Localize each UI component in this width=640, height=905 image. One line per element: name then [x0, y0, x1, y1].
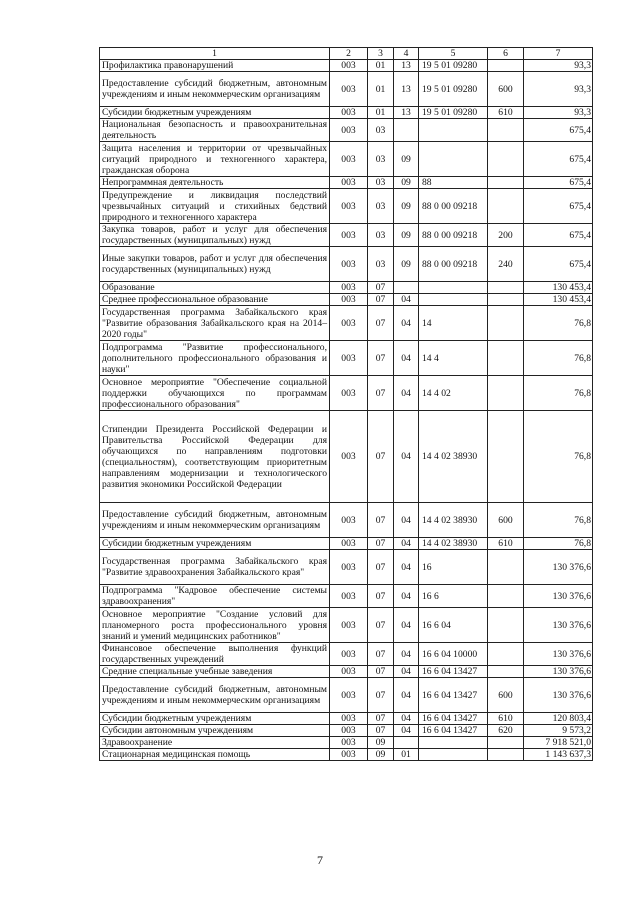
section-code-cell: 07	[368, 376, 394, 411]
subsection-code-cell: 09	[394, 177, 419, 189]
subsection-code-cell: 04	[394, 538, 419, 550]
table-row	[100, 177, 593, 189]
table-row	[100, 725, 593, 737]
table-row	[100, 60, 593, 72]
row-name-cell: Подпрограмма "Кадровое обеспечение системы здравоохранения"	[100, 585, 330, 608]
expense-type-code-cell: 610	[488, 713, 524, 725]
amount-cell: 675,4	[524, 142, 593, 177]
section-code-cell: 07	[368, 643, 394, 666]
expense-type-code-cell	[488, 60, 524, 72]
ministry-code-cell: 003	[330, 725, 368, 737]
amount-cell: 130 376,6	[524, 608, 593, 643]
amount-cell: 93,3	[524, 72, 593, 107]
subsection-code-cell: 04	[394, 341, 419, 376]
subsection-code-cell: 04	[394, 643, 419, 666]
expense-type-code-cell: 240	[488, 247, 524, 282]
table-row	[100, 224, 593, 247]
section-code-cell: 09	[368, 749, 394, 761]
subsection-code-cell: 04	[394, 666, 419, 678]
subsection-code-cell: 09	[394, 189, 419, 224]
header-cell: 1	[100, 48, 330, 60]
amount-cell: 675,4	[524, 119, 593, 142]
target-item-code-cell: 16 6 04 13427	[419, 666, 488, 678]
subsection-code-cell	[394, 119, 419, 142]
target-item-code-cell	[419, 282, 488, 294]
row-name-cell: Предоставление субсидий бюджетным, автономным учреждениям и иным некоммерческим организациям	[100, 72, 330, 107]
table-row	[100, 189, 593, 224]
target-item-code-cell: 88 0 00 09218	[419, 189, 488, 224]
target-item-code-cell	[419, 737, 488, 749]
section-code-cell: 01	[368, 107, 394, 119]
table-row	[100, 737, 593, 749]
target-item-code-cell: 14 4 02 38930	[419, 503, 488, 538]
table-row	[100, 107, 593, 119]
target-item-code-cell: 14 4 02	[419, 376, 488, 411]
section-code-cell: 03	[368, 119, 394, 142]
row-name-cell: Государственная программа Забайкальского края "Развитие здравоохранения Забайкальского края"	[100, 550, 330, 585]
target-item-code-cell: 16 6 04	[419, 608, 488, 643]
row-name-cell: Субсидии автономным учреждениям	[100, 725, 330, 737]
ministry-code-cell: 003	[330, 177, 368, 189]
table-row	[100, 503, 593, 538]
ministry-code-cell: 003	[330, 643, 368, 666]
table-row	[100, 341, 593, 376]
row-name-cell: Стационарная медицинская помощь	[100, 749, 330, 761]
amount-cell: 76,8	[524, 503, 593, 538]
expense-type-code-cell	[488, 282, 524, 294]
target-item-code-cell: 16 6 04 10000	[419, 643, 488, 666]
table-row	[100, 411, 593, 503]
amount-cell: 675,4	[524, 247, 593, 282]
expense-type-code-cell	[488, 643, 524, 666]
amount-cell: 76,8	[524, 376, 593, 411]
subsection-code-cell: 04	[394, 306, 419, 341]
header-cell: 2	[330, 48, 368, 60]
table-row	[100, 142, 593, 177]
section-code-cell: 07	[368, 282, 394, 294]
subsection-code-cell: 04	[394, 585, 419, 608]
row-name-cell: Основное мероприятие "Создание условий для планомерного роста профессионального уровня знаний и умений медицинских работников"	[100, 608, 330, 643]
ministry-code-cell: 003	[330, 189, 368, 224]
row-name-cell: Субсидии бюджетным учреждениям	[100, 538, 330, 550]
amount-cell: 130 376,6	[524, 643, 593, 666]
target-item-code-cell: 16 6 04 13427	[419, 725, 488, 737]
section-code-cell: 07	[368, 550, 394, 585]
target-item-code-cell: 88 0 00 09218	[419, 247, 488, 282]
amount-cell: 130 376,6	[524, 550, 593, 585]
table-row	[100, 713, 593, 725]
amount-cell: 675,4	[524, 177, 593, 189]
row-name-cell: Предоставление субсидий бюджетным, автономным учреждениям и иным некоммерческим организациям	[100, 503, 330, 538]
table-row	[100, 550, 593, 585]
row-name-cell: Финансовое обеспечение выполнения функций государственных учреждений	[100, 643, 330, 666]
target-item-code-cell: 19 5 01 09280	[419, 72, 488, 107]
expense-type-code-cell	[488, 737, 524, 749]
section-code-cell: 07	[368, 713, 394, 725]
row-name-cell: Среднее профессиональное образование	[100, 294, 330, 306]
ministry-code-cell: 003	[330, 737, 368, 749]
target-item-code-cell: 16	[419, 550, 488, 585]
table-row	[100, 282, 593, 294]
expense-type-code-cell	[488, 189, 524, 224]
section-code-cell: 03	[368, 224, 394, 247]
expense-type-code-cell: 620	[488, 725, 524, 737]
ministry-code-cell: 003	[330, 678, 368, 713]
row-name-cell: Профилактика правонарушений	[100, 60, 330, 72]
row-name-cell: Средние специальные учебные заведения	[100, 666, 330, 678]
expense-type-code-cell	[488, 550, 524, 585]
amount-cell: 76,8	[524, 341, 593, 376]
row-name-cell: Государственная программа Забайкальского края "Развитие образования Забайкальского края на 2014–2020 годы"	[100, 306, 330, 341]
table-row	[100, 247, 593, 282]
expense-type-code-cell: 600	[488, 72, 524, 107]
expense-type-code-cell	[488, 294, 524, 306]
ministry-code-cell: 003	[330, 538, 368, 550]
ministry-code-cell: 003	[330, 713, 368, 725]
subsection-code-cell: 09	[394, 224, 419, 247]
row-name-cell: Предоставление субсидий бюджетным, автономным учреждениям и иным некоммерческим организациям	[100, 678, 330, 713]
table-row	[100, 306, 593, 341]
row-name-cell: Непрограммная деятельность	[100, 177, 330, 189]
section-code-cell: 03	[368, 189, 394, 224]
table-row	[100, 666, 593, 678]
table-row	[100, 119, 593, 142]
table-row	[100, 376, 593, 411]
amount-cell: 130 453,4	[524, 294, 593, 306]
ministry-code-cell: 003	[330, 72, 368, 107]
ministry-code-cell: 003	[330, 585, 368, 608]
subsection-code-cell: 04	[394, 411, 419, 503]
expense-type-code-cell	[488, 608, 524, 643]
subsection-code-cell: 04	[394, 678, 419, 713]
row-name-cell: Подпрограмма "Развитие профессионального, дополнительного профессионального образования и науки"	[100, 341, 330, 376]
amount-cell: 130 376,6	[524, 678, 593, 713]
expense-type-code-cell	[488, 306, 524, 341]
expense-type-code-cell: 600	[488, 503, 524, 538]
target-item-code-cell: 19 5 01 09280	[419, 107, 488, 119]
expense-type-code-cell	[488, 666, 524, 678]
expense-type-code-cell	[488, 411, 524, 503]
section-code-cell: 07	[368, 341, 394, 376]
subsection-code-cell: 13	[394, 60, 419, 72]
target-item-code-cell: 16 6 04 13427	[419, 713, 488, 725]
target-item-code-cell: 19 5 01 09280	[419, 60, 488, 72]
expense-type-code-cell	[488, 585, 524, 608]
subsection-code-cell: 04	[394, 376, 419, 411]
row-name-cell: Стипендии Президента Российской Федерации и Правительства Российской Федерации для обучающихся по направлениям подготовки (специальностям), соответствующим приоритетным направлениям модернизации и технологического развития экономики Российской Федерации	[100, 411, 330, 503]
row-name-cell: Образование	[100, 282, 330, 294]
table-header-row	[100, 48, 593, 60]
table-row	[100, 608, 593, 643]
target-item-code-cell: 88	[419, 177, 488, 189]
expense-type-code-cell	[488, 376, 524, 411]
row-name-cell: Здравоохранение	[100, 737, 330, 749]
target-item-code-cell: 14	[419, 306, 488, 341]
subsection-code-cell	[394, 737, 419, 749]
section-code-cell: 07	[368, 608, 394, 643]
target-item-code-cell: 14 4 02 38930	[419, 411, 488, 503]
amount-cell: 7 918 521,0	[524, 737, 593, 749]
section-code-cell: 07	[368, 306, 394, 341]
amount-cell: 130 376,6	[524, 585, 593, 608]
subsection-code-cell: 04	[394, 713, 419, 725]
amount-cell: 130 453,4	[524, 282, 593, 294]
row-name-cell: Предупреждение и ликвидация последствий чрезвычайных ситуаций и стихийных бедствий природного и техногенного характера	[100, 189, 330, 224]
amount-cell: 9 573,2	[524, 725, 593, 737]
table-row	[100, 294, 593, 306]
section-code-cell: 07	[368, 725, 394, 737]
header-cell: 6	[488, 48, 524, 60]
ministry-code-cell: 003	[330, 550, 368, 585]
subsection-code-cell: 04	[394, 550, 419, 585]
amount-cell: 93,3	[524, 60, 593, 72]
subsection-code-cell: 04	[394, 608, 419, 643]
subsection-code-cell: 09	[394, 142, 419, 177]
amount-cell: 76,8	[524, 306, 593, 341]
table-row	[100, 538, 593, 550]
section-code-cell: 07	[368, 585, 394, 608]
target-item-code-cell	[419, 749, 488, 761]
header-cell: 3	[368, 48, 394, 60]
row-name-cell: Национальная безопасность и правоохранительная деятельность	[100, 119, 330, 142]
ministry-code-cell: 003	[330, 119, 368, 142]
subsection-code-cell: 04	[394, 503, 419, 538]
target-item-code-cell: 16 6	[419, 585, 488, 608]
target-item-code-cell: 88 0 00 09218	[419, 224, 488, 247]
header-cell: 7	[524, 48, 593, 60]
section-code-cell: 07	[368, 678, 394, 713]
expense-type-code-cell	[488, 341, 524, 376]
target-item-code-cell: 16 6 04 13427	[419, 678, 488, 713]
ministry-code-cell: 003	[330, 411, 368, 503]
header-cell: 5	[419, 48, 488, 60]
ministry-code-cell: 003	[330, 224, 368, 247]
expense-type-code-cell: 600	[488, 678, 524, 713]
expense-type-code-cell	[488, 749, 524, 761]
section-code-cell: 03	[368, 247, 394, 282]
subsection-code-cell: 13	[394, 72, 419, 107]
ministry-code-cell: 003	[330, 666, 368, 678]
table-row	[100, 678, 593, 713]
ministry-code-cell: 003	[330, 749, 368, 761]
amount-cell: 120 803,4	[524, 713, 593, 725]
amount-cell: 76,8	[524, 538, 593, 550]
subsection-code-cell: 01	[394, 749, 419, 761]
target-item-code-cell	[419, 119, 488, 142]
row-name-cell: Защита населения и территории от чрезвычайных ситуаций природного и техногенного характера, гражданская оборона	[100, 142, 330, 177]
ministry-code-cell: 003	[330, 376, 368, 411]
subsection-code-cell: 13	[394, 107, 419, 119]
ministry-code-cell: 003	[330, 107, 368, 119]
expense-type-code-cell	[488, 177, 524, 189]
expense-type-code-cell	[488, 142, 524, 177]
budget-table	[99, 47, 593, 761]
section-code-cell: 07	[368, 666, 394, 678]
ministry-code-cell: 003	[330, 282, 368, 294]
ministry-code-cell: 003	[330, 608, 368, 643]
target-item-code-cell	[419, 142, 488, 177]
expense-type-code-cell: 610	[488, 107, 524, 119]
amount-cell: 675,4	[524, 224, 593, 247]
expense-type-code-cell: 200	[488, 224, 524, 247]
ministry-code-cell: 003	[330, 247, 368, 282]
budget-table-page	[99, 47, 592, 761]
row-name-cell: Закупка товаров, работ и услуг для обеспечения государственных (муниципальных) нужд	[100, 224, 330, 247]
section-code-cell: 01	[368, 72, 394, 107]
section-code-cell: 07	[368, 411, 394, 503]
ministry-code-cell: 003	[330, 142, 368, 177]
amount-cell: 93,3	[524, 107, 593, 119]
amount-cell: 76,8	[524, 411, 593, 503]
header-cell: 4	[394, 48, 419, 60]
row-name-cell: Субсидии бюджетным учреждениям	[100, 713, 330, 725]
ministry-code-cell: 003	[330, 341, 368, 376]
row-name-cell: Основное мероприятие "Обеспечение социальной поддержки обучающихся по программам профессионального образования"	[100, 376, 330, 411]
expense-type-code-cell: 610	[488, 538, 524, 550]
subsection-code-cell: 04	[394, 725, 419, 737]
row-name-cell: Иные закупки товаров, работ и услуг для обеспечения государственных (муниципальных) нужд	[100, 247, 330, 282]
ministry-code-cell: 003	[330, 306, 368, 341]
target-item-code-cell	[419, 294, 488, 306]
ministry-code-cell: 003	[330, 60, 368, 72]
ministry-code-cell: 003	[330, 503, 368, 538]
table-row	[100, 72, 593, 107]
section-code-cell: 01	[368, 60, 394, 72]
ministry-code-cell: 003	[330, 294, 368, 306]
page-number: 7	[317, 853, 323, 867]
section-code-cell: 03	[368, 177, 394, 189]
subsection-code-cell: 09	[394, 247, 419, 282]
expense-type-code-cell	[488, 119, 524, 142]
section-code-cell: 09	[368, 737, 394, 749]
subsection-code-cell: 04	[394, 294, 419, 306]
row-name-cell: Субсидии бюджетным учреждениям	[100, 107, 330, 119]
section-code-cell: 07	[368, 294, 394, 306]
amount-cell: 1 143 637,3	[524, 749, 593, 761]
section-code-cell: 07	[368, 538, 394, 550]
amount-cell: 675,4	[524, 189, 593, 224]
table-row	[100, 585, 593, 608]
amount-cell: 130 376,6	[524, 666, 593, 678]
table-row	[100, 749, 593, 761]
target-item-code-cell: 14 4	[419, 341, 488, 376]
table-row	[100, 643, 593, 666]
section-code-cell: 03	[368, 142, 394, 177]
target-item-code-cell: 14 4 02 38930	[419, 538, 488, 550]
subsection-code-cell	[394, 282, 419, 294]
section-code-cell: 07	[368, 503, 394, 538]
